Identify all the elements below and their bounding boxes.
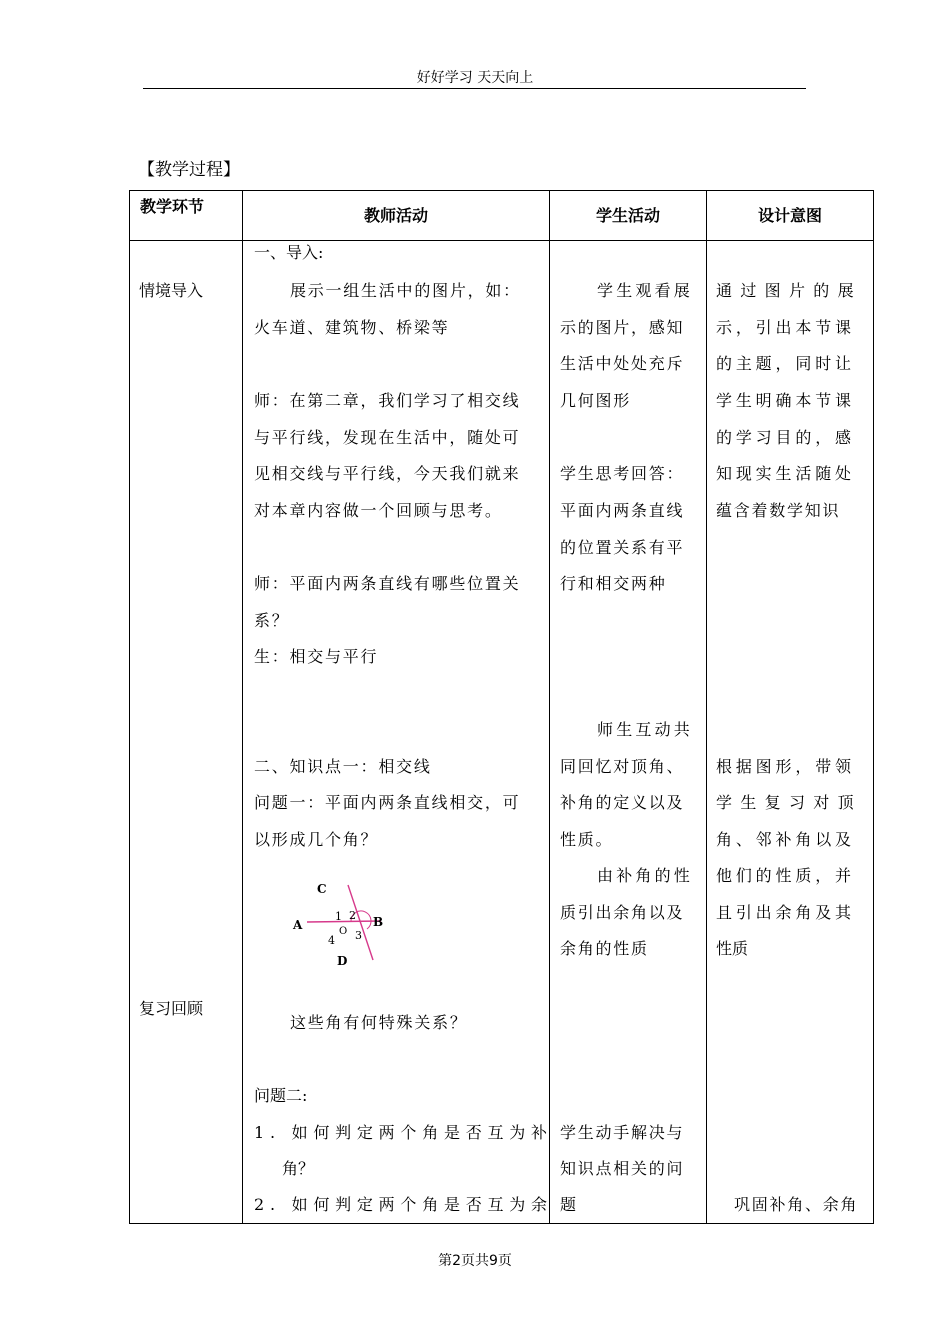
label-angle-4: 4 (328, 934, 335, 947)
student-line: 补角的定义以及 (560, 793, 685, 812)
lesson-table (129, 190, 874, 1224)
intent-line: 且引出余角及其 (716, 903, 855, 922)
teacher-line: 见相交线与平行线，今天我们就来 (254, 464, 521, 483)
intent-line: 根据图形，带领 (716, 757, 855, 776)
section-title: 【教学过程】 (138, 160, 240, 180)
teacher-line: 一、导入: (254, 243, 324, 262)
label-o: O (339, 926, 348, 937)
teacher-line: 系？ (254, 611, 290, 630)
student-line: 学生观看展 (597, 281, 694, 300)
table-body-row (130, 241, 874, 1224)
teacher-line: 对本章内容做一个回顾与思考。 (254, 501, 503, 520)
intent-line: 通过图片的展 (716, 281, 862, 300)
teacher-line: 以形成几个角？ (254, 830, 379, 849)
student-line: 知识点相关的问 (560, 1159, 685, 1178)
intent-line: 性质 (716, 939, 749, 958)
page-footer: 第2页共9页 (438, 1253, 512, 1269)
label-d: D (337, 954, 348, 968)
student-line: 质引出余角以及 (560, 903, 685, 922)
intersecting-lines-figure (283, 869, 393, 969)
student-line: 生活中处处充斥 (560, 354, 685, 373)
intent-line: 示，引出本节课 (716, 318, 855, 337)
label-angle-1: 1 (335, 910, 342, 923)
student-cell (550, 241, 707, 1224)
header-stage: 教学环节 (130, 191, 243, 241)
student-line: 性质。 (560, 830, 614, 849)
teacher-line: 师：在第二章，我们学习了相交线 (254, 391, 521, 410)
table-header-row (130, 191, 874, 241)
teacher-line: 展示一组生活中的图片，如： (290, 281, 521, 300)
label-b: B (373, 915, 384, 929)
student-line: 学生动手解决与 (560, 1123, 685, 1142)
label-angle-2: 2 (349, 909, 356, 922)
header-teacher: 教师活动 (243, 191, 550, 241)
line-ab (307, 921, 381, 922)
teacher-cell (243, 241, 553, 1224)
teacher-line: 问题一：平面内两条直线相交，可 (254, 793, 521, 812)
label-c: C (317, 882, 327, 896)
teacher-line: 角？ (282, 1159, 315, 1178)
teacher-line: 1. 如何判定两个角是否互为补 (254, 1123, 553, 1142)
teacher-line: 二、知识点一：相交线 (254, 757, 432, 776)
intent-line: 巩固补角、余角 (734, 1195, 859, 1214)
header-rule (143, 88, 806, 89)
intent-line: 他们的性质，并 (716, 866, 855, 885)
page-header: 好好学习 天天向上 (416, 70, 534, 86)
student-line: 平面内两条直线 (560, 501, 685, 520)
student-line: 的位置关系有平 (560, 538, 685, 557)
student-line: 几何图形 (560, 391, 632, 410)
student-line: 余角的性质 (560, 939, 649, 958)
intent-cell (707, 241, 874, 1224)
student-line: 学生思考回答： (560, 464, 685, 483)
teacher-line: 问题二: (254, 1086, 308, 1105)
intent-line: 蕴含着数学知识 (716, 501, 841, 520)
stage-intro: 情境导入 (139, 281, 204, 300)
line-cd (348, 885, 373, 960)
student-line: 题 (560, 1195, 577, 1214)
student-line: 同回忆对顶角、 (560, 757, 685, 776)
teacher-line: 与平行线，发现在生活中，随处可 (254, 428, 521, 447)
intent-line: 学生复习对顶 (716, 793, 862, 812)
header-student: 学生活动 (550, 191, 707, 241)
header-intent: 设计意图 (707, 191, 874, 241)
intent-line: 学生明确本节课 (716, 391, 855, 410)
stage-review: 复习回顾 (139, 999, 204, 1018)
intent-line: 知现实生活随处 (716, 464, 855, 483)
student-line: 由补角的性 (597, 866, 694, 885)
teacher-line: 火车道、建筑物、桥梁等 (254, 318, 450, 337)
intent-line: 的学习目的，感 (716, 428, 855, 447)
teacher-line: 师：平面内两条直线有哪些位置关 (254, 574, 521, 593)
stage-cell (130, 241, 243, 1224)
intent-line: 角、邻补角以及 (716, 830, 855, 849)
label-a: A (293, 918, 303, 932)
teacher-line: 生：相交与平行 (254, 647, 379, 666)
label-angle-3: 3 (355, 929, 362, 942)
intent-line: 的主题，同时让 (716, 354, 855, 373)
teacher-line: 2. 如何判定两个角是否互为余 (254, 1195, 553, 1214)
student-line: 行和相交两种 (560, 574, 667, 593)
student-line: 示的图片，感知 (560, 318, 685, 337)
student-line: 师生互动共 (597, 720, 694, 739)
teacher-line: 这些角有何特殊关系？ (290, 1013, 468, 1032)
